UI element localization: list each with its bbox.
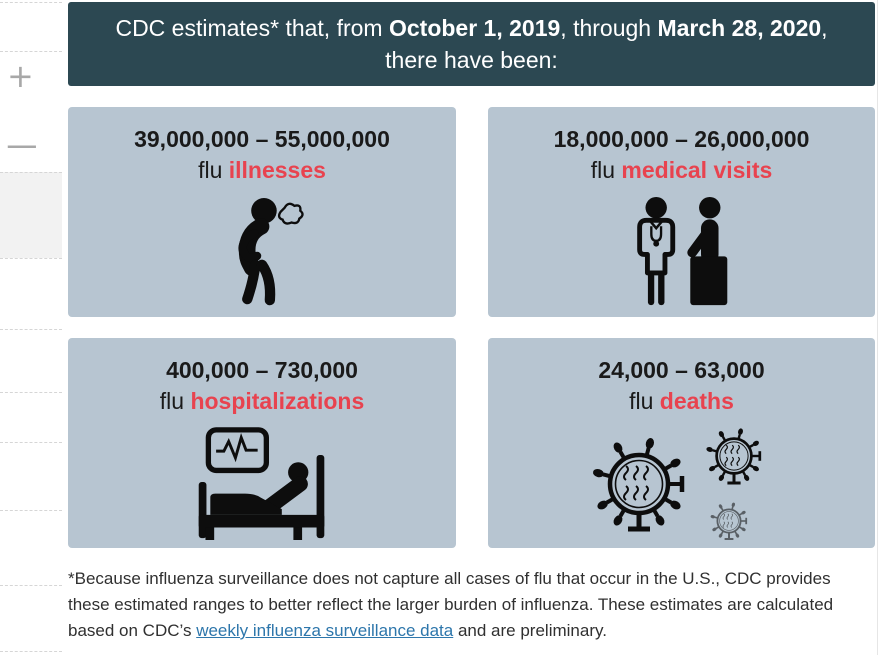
stat-range: 39,000,000 – 55,000,000 bbox=[134, 126, 390, 152]
dashed-separator bbox=[0, 651, 62, 652]
dashed-separator bbox=[0, 51, 62, 52]
left-edge-artifacts bbox=[0, 0, 62, 655]
coughing-person-icon bbox=[68, 189, 456, 315]
dashed-separator bbox=[0, 392, 62, 393]
stat-range: 18,000,000 – 26,000,000 bbox=[553, 126, 810, 152]
dashed-separator bbox=[0, 172, 62, 173]
page-right-border bbox=[877, 0, 878, 655]
dashed-separator bbox=[0, 585, 62, 586]
header-line-2: there have been: bbox=[385, 47, 558, 73]
dashed-separator bbox=[0, 258, 62, 259]
flu-virus-icon bbox=[488, 420, 875, 546]
doctor-and-patient-icon bbox=[488, 189, 875, 315]
stat-label: flu illnesses bbox=[198, 157, 326, 183]
stat-card-hospitalizations bbox=[68, 338, 456, 548]
footnote: *Because influenza surveillance does not capture all cases of flu that occur in the U.S., CDC provides these estimated ranges to better reflect the larger burden of influenza. These estimates are calculated based on CDC’s weekly influenza surveillance data and are preliminary. bbox=[68, 569, 834, 640]
header-line-1: CDC estimates* that, from October 1, 2019, through March 28, 2020, bbox=[115, 15, 828, 41]
dashed-separator bbox=[0, 329, 62, 330]
stat-label: flu medical visits bbox=[590, 157, 773, 183]
date-start: October 1, 2019 bbox=[388, 15, 561, 41]
stat-range: 400,000 – 730,000 bbox=[166, 357, 358, 383]
dashed-separator bbox=[0, 2, 62, 3]
stat-label: flu deaths bbox=[629, 388, 734, 414]
stat-card-deaths bbox=[488, 338, 875, 548]
dashed-separator bbox=[0, 510, 62, 511]
date-end: March 28, 2020 bbox=[657, 15, 822, 41]
stat-label: flu hospitalizations bbox=[159, 388, 365, 414]
surveillance-data-link[interactable]: weekly influenza surveillance data bbox=[196, 621, 454, 640]
stat-card-illnesses bbox=[68, 107, 456, 317]
zoom-out-button[interactable]: − bbox=[3, 129, 38, 164]
header-banner bbox=[68, 2, 875, 86]
left-strip-highlight bbox=[0, 172, 62, 258]
stat-card-medical-visits bbox=[488, 107, 875, 317]
hospital-bed-patient-icon bbox=[68, 420, 456, 546]
stat-range: 24,000 – 63,000 bbox=[598, 357, 765, 383]
dashed-separator bbox=[0, 442, 62, 443]
infographic bbox=[68, 0, 875, 655]
zoom-in-button[interactable]: + bbox=[7, 57, 34, 95]
